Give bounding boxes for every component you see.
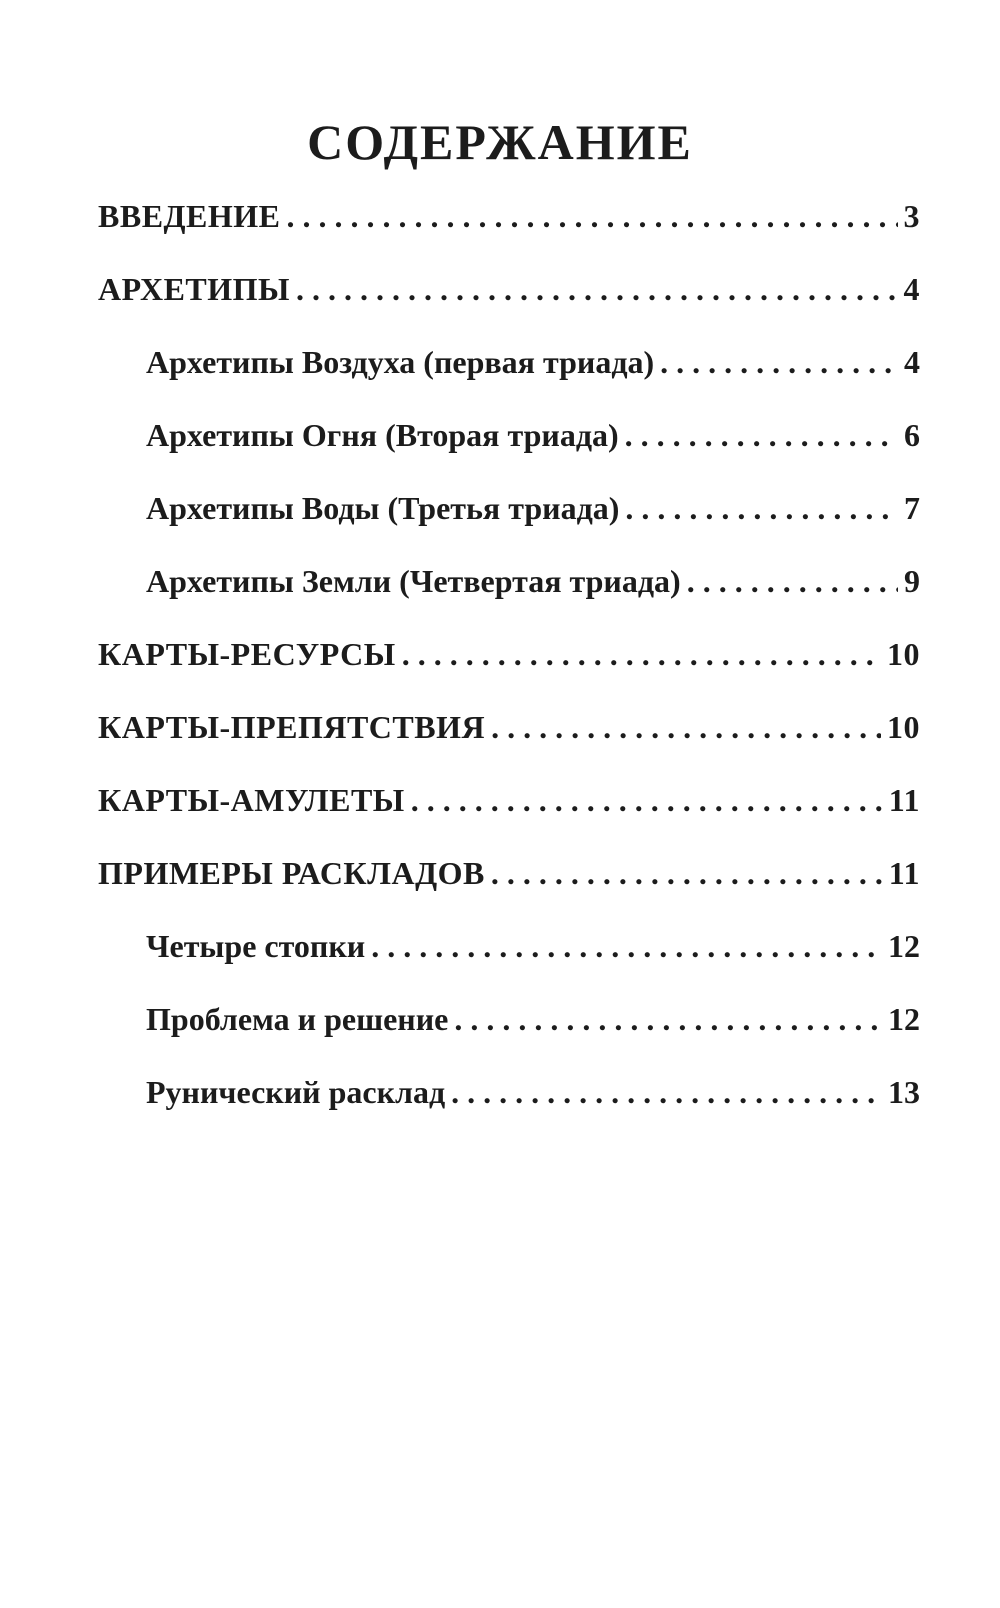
toc-entry-page-number: 4 bbox=[904, 344, 920, 380]
toc-entry-runic-spread[interactable] bbox=[146, 1068, 920, 1116]
dot-leader bbox=[451, 1068, 882, 1116]
dot-leader bbox=[625, 484, 898, 532]
toc-entry-label: ВВЕДЕНИЕ bbox=[98, 198, 281, 234]
toc-entry-label: КАРТЫ-АМУЛЕТЫ bbox=[98, 782, 405, 818]
dot-leader bbox=[454, 995, 882, 1043]
toc-entry-label: ПРИМЕРЫ РАСКЛАДОВ bbox=[98, 855, 485, 891]
dot-leader bbox=[687, 557, 898, 605]
toc-entry-introduction[interactable] bbox=[98, 192, 920, 240]
toc-entry-air-archetypes[interactable] bbox=[146, 338, 920, 386]
toc-entry-page-number: 7 bbox=[904, 490, 920, 526]
toc-entry-problem-and-solution[interactable] bbox=[146, 995, 920, 1043]
dot-leader bbox=[287, 192, 898, 240]
toc-entry-label: КАРТЫ-РЕСУРСЫ bbox=[98, 636, 396, 672]
toc-entry-label: Архетипы Огня (Вторая триада) bbox=[146, 417, 619, 453]
toc-entry-amulet-cards[interactable] bbox=[98, 776, 920, 824]
toc-entry-earth-archetypes[interactable] bbox=[146, 557, 920, 605]
toc-entry-page-number: 6 bbox=[904, 417, 920, 453]
dot-leader bbox=[625, 411, 898, 459]
toc-entry-archetypes[interactable] bbox=[98, 265, 920, 313]
toc-entry-four-stacks[interactable] bbox=[146, 922, 920, 970]
toc-entry-page-number: 10 bbox=[887, 636, 920, 672]
toc-entry-label: АРХЕТИПЫ bbox=[98, 271, 290, 307]
toc-entry-spread-examples[interactable] bbox=[98, 849, 920, 897]
toc-entry-fire-archetypes[interactable] bbox=[146, 411, 920, 459]
toc-entry-resource-cards[interactable] bbox=[98, 630, 920, 678]
dot-leader bbox=[491, 849, 883, 897]
toc-entry-water-archetypes[interactable] bbox=[146, 484, 920, 532]
toc-entry-page-number: 12 bbox=[888, 1001, 920, 1037]
dot-leader bbox=[411, 776, 883, 824]
toc-entry-label: Рунический расклад bbox=[146, 1074, 446, 1110]
toc-entry-page-number: 12 bbox=[888, 928, 920, 964]
toc-entry-label: Четыре стопки bbox=[146, 928, 366, 964]
toc-entry-page-number: 3 bbox=[903, 198, 920, 234]
toc-entry-page-number: 4 bbox=[903, 271, 920, 307]
toc-entry-page-number: 11 bbox=[888, 855, 920, 891]
dot-leader bbox=[371, 922, 882, 970]
dot-leader bbox=[402, 630, 881, 678]
toc-entry-label: Проблема и решение bbox=[146, 1001, 449, 1037]
toc-entry-page-number: 11 bbox=[888, 782, 920, 818]
toc-entry-page-number: 10 bbox=[887, 709, 920, 745]
dot-leader bbox=[491, 703, 881, 751]
toc-entry-page-number: 9 bbox=[904, 563, 920, 599]
page-title: СОДЕРЖАНИЕ bbox=[307, 114, 693, 170]
toc-entry-obstacle-cards[interactable] bbox=[98, 703, 920, 751]
dot-leader bbox=[660, 338, 898, 386]
dot-leader bbox=[296, 265, 898, 313]
toc-entry-label: Архетипы Земли (Четвертая триада) bbox=[146, 563, 681, 599]
toc-entry-page-number: 13 bbox=[888, 1074, 920, 1110]
toc-entry-label: Архетипы Воздуха (первая триада) bbox=[146, 344, 655, 380]
toc-entry-label: КАРТЫ-ПРЕПЯТСТВИЯ bbox=[98, 709, 486, 745]
toc-entry-label: Архетипы Воды (Третья триада) bbox=[146, 490, 620, 526]
